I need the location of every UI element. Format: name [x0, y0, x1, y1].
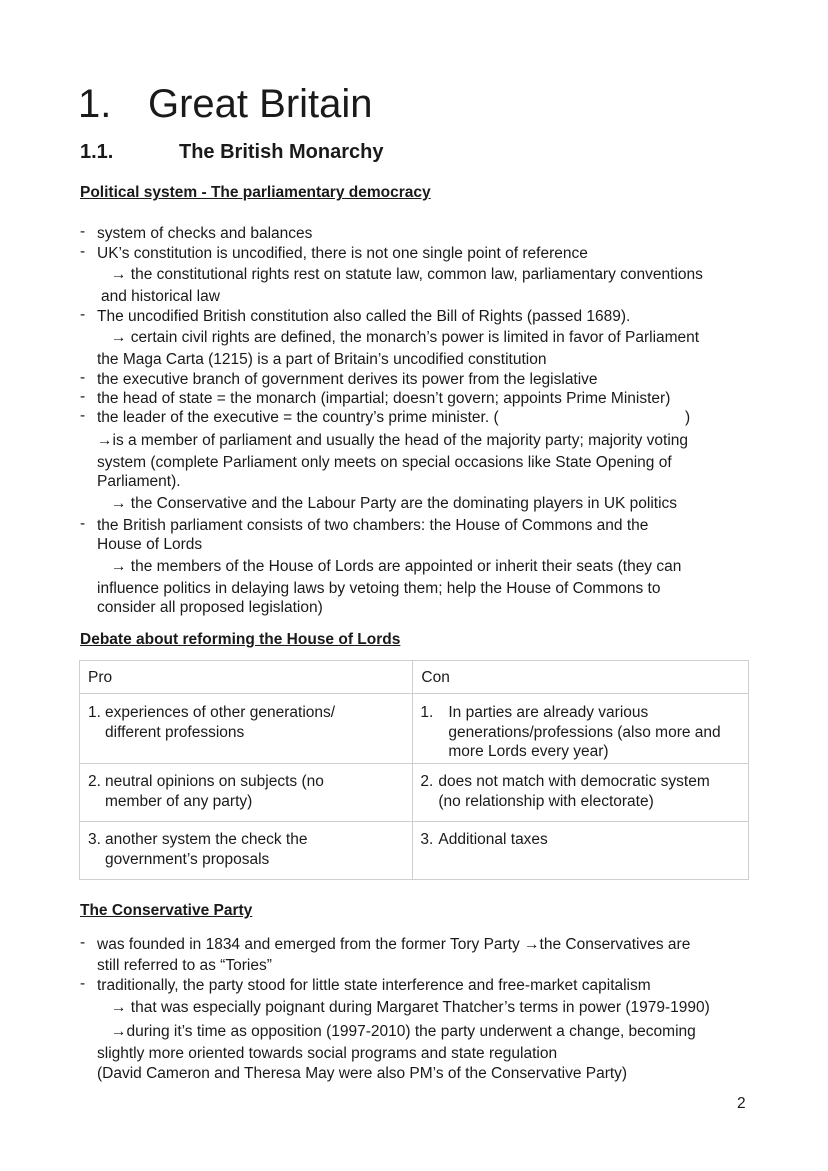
- table-header-row: [80, 661, 749, 694]
- pro-number: 1.: [88, 704, 101, 721]
- bullet-dash: -: [80, 306, 86, 323]
- pro-item: [88, 830, 412, 869]
- pro-con-table: [79, 660, 749, 880]
- text-line: influence politics in delaying laws by vetoing them; help the House of Commons to: [97, 580, 661, 597]
- pro-item: [88, 772, 412, 811]
- con-number: 1.: [420, 704, 434, 721]
- text-line: traditionally, the party stood for little state interference and free-market capitalism: [97, 977, 651, 994]
- con-cell: [413, 764, 749, 822]
- text-line: and historical law: [101, 288, 220, 305]
- text-line: UK’s constitution is uncodified, there is not one single point of reference: [97, 245, 588, 262]
- con-line: In parties are already various: [448, 704, 649, 721]
- pro-line: different professions: [105, 723, 245, 741]
- subtitle-number: 1.1.: [80, 141, 114, 163]
- text-line: → the Conservative and the Labour Party are the dominating players in UK politics: [111, 495, 678, 512]
- con-item: [420, 772, 748, 811]
- header-con: Con: [421, 669, 450, 686]
- pro-number: 2.: [88, 773, 101, 790]
- bullet-dash: -: [80, 243, 86, 260]
- page-title: [78, 80, 373, 128]
- con-text: [438, 772, 709, 811]
- text-paren-close: ): [685, 409, 691, 426]
- title-number: 1.: [78, 82, 112, 126]
- heading-conservative-party: The Conservative Party: [80, 902, 253, 919]
- text-line: →during it’s time as opposition (1997-2010) the party underwent a change, becoming: [111, 1023, 696, 1040]
- text-line: → certain civil rights are defined, the monarch’s power is limited in favor of Parliament: [111, 329, 700, 346]
- header-cell-pro: [80, 661, 413, 694]
- pro-text: [105, 772, 324, 811]
- text-line: the Maga Carta (1215) is a part of Britain’s uncodified constitution: [97, 351, 547, 368]
- table-row: [80, 694, 749, 764]
- text-line: House of Lords: [97, 536, 203, 553]
- con-line: generations/professions (also more and: [448, 723, 721, 741]
- con-line: Additional taxes: [438, 831, 548, 848]
- bullet-dash: -: [80, 407, 86, 424]
- header-pro: Pro: [88, 669, 113, 686]
- con-text: [448, 703, 720, 762]
- text-line: Parliament).: [97, 473, 181, 490]
- pro-line: experiences of other generations/: [105, 704, 336, 721]
- con-cell: [413, 694, 749, 764]
- text-line: → that was especially poignant during Margaret Thatcher’s terms in power (1979-1990): [111, 999, 710, 1016]
- text-line: the British parliament consists of two chambers: the House of Commons and the: [97, 517, 649, 534]
- section-subtitle: [80, 139, 383, 165]
- subtitle-text: The British Monarchy: [179, 141, 384, 163]
- text-line: was founded in 1834 and emerged from the former Tory Party →the Conservatives are: [97, 936, 691, 953]
- pro-text: [105, 830, 307, 869]
- text-line: the executive branch of government derives its power from the legislative: [97, 371, 598, 388]
- con-item: [420, 830, 748, 850]
- text-line: still referred to as “Tories”: [97, 957, 272, 974]
- text-line: system (complete Parliament only meets on special occasions like State Opening of: [97, 454, 672, 471]
- page-number: 2: [737, 1095, 746, 1112]
- title-text: Great Britain: [148, 82, 373, 126]
- bullet-dash: -: [80, 975, 86, 992]
- pro-line: government’s proposals: [105, 850, 270, 868]
- text-line: → the constitutional rights rest on statute law, common law, parliamentary conventions: [111, 266, 703, 283]
- con-line: more Lords every year): [448, 743, 609, 760]
- text-line: the leader of the executive = the country’s prime minister. (: [97, 409, 499, 426]
- text-line: the head of state = the monarch (impartial; doesn’t govern; appoints Prime Minister): [97, 390, 671, 407]
- pro-cell: [80, 694, 413, 764]
- con-item: [420, 703, 748, 762]
- text-line: The uncodified British constitution also called the Bill of Rights (passed 1689).: [97, 308, 631, 325]
- heading-political-system: Political system - The parliamentary democracy: [80, 184, 431, 201]
- con-line: does not match with democratic system: [438, 773, 710, 790]
- header-cell-con: [413, 661, 749, 694]
- text-line: →is a member of parliament and usually the head of the majority party; majority voting: [97, 432, 688, 449]
- con-number: 3.: [420, 831, 434, 848]
- text-line: → the members of the House of Lords are appointed or inherit their seats (they can: [111, 558, 682, 575]
- con-line: (no relationship with electorate): [438, 792, 654, 810]
- heading-house-of-lords-debate: Debate about reforming the House of Lords: [80, 631, 401, 648]
- pro-number: 3.: [88, 831, 101, 848]
- text-line: (David Cameron and Theresa May were also PM’s of the Conservative Party): [97, 1065, 628, 1082]
- table-row: [80, 764, 749, 822]
- pro-cell: [80, 764, 413, 822]
- pro-item: [88, 703, 412, 742]
- pro-line: another system the check the: [105, 831, 308, 848]
- text-line: consider all proposed legislation): [97, 599, 323, 616]
- bullet-dash: -: [80, 223, 86, 240]
- pro-line: neutral opinions on subjects (no: [105, 773, 324, 790]
- con-cell: [413, 822, 749, 880]
- pro-line: member of any party): [105, 792, 253, 810]
- text-line: system of checks and balances: [97, 225, 313, 242]
- bullet-dash: -: [80, 388, 86, 405]
- con-number: 2.: [420, 773, 434, 790]
- pro-cell: [80, 822, 413, 880]
- bullet-dash: -: [80, 934, 86, 951]
- text-line: slightly more oriented towards social programs and state regulation: [97, 1045, 558, 1062]
- bullet-dash: -: [80, 515, 86, 532]
- pro-text: [105, 703, 335, 742]
- bullet-dash: -: [80, 369, 86, 386]
- table-row: [80, 822, 749, 880]
